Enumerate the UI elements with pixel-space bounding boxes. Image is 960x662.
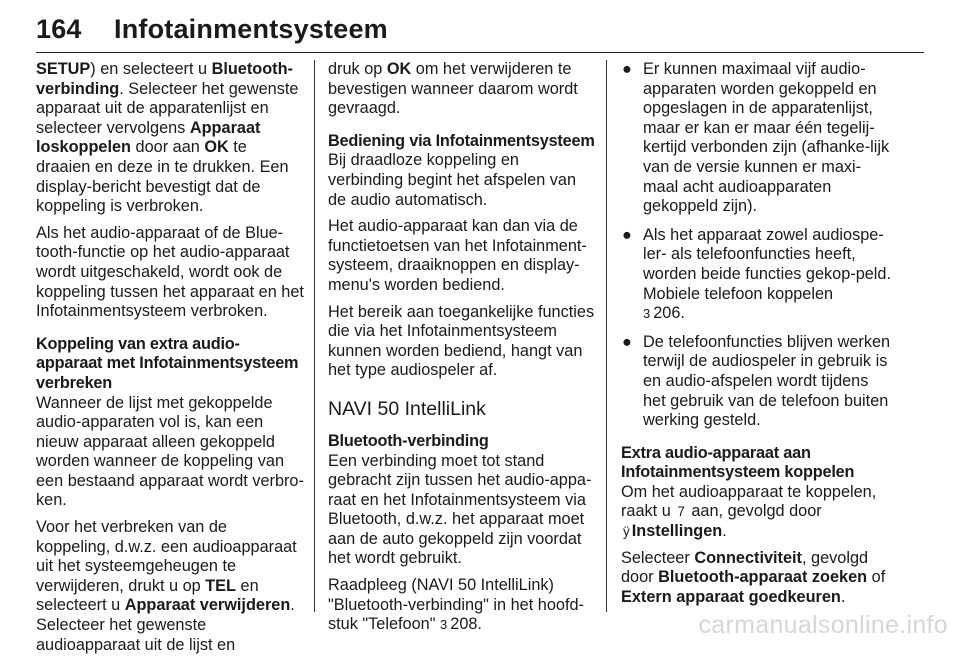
subheading: Extra audio-apparaat aan Infotainmentsysteem koppelen [621,443,855,482]
page-number: 164 [36,14,82,44]
subheading: Bediening via Infotainmentsysteem [328,131,595,150]
text-run: , gevolgd door [621,548,869,587]
paragraph [621,549,891,608]
text-run: Selecteer [621,548,695,567]
page-title: Infotainmentsysteem [114,14,388,44]
bold-term: SETUP [36,60,91,78]
bold-term: TEL [205,576,236,595]
text-run: om het verwijderen te bevestigen wanneer daarom wordt gevraagd. [328,60,578,118]
page-reference: 206. [653,304,685,323]
watermark: carmanualsonline.info [698,611,948,639]
text-run: door aan [131,138,205,157]
text-run: . [840,587,846,606]
bullet-text: De telefoonfuncties blijven werken terwijl de audiospeler in gebruik is en audio-afspelen wordt tijdens het gebruik van de telefoon buiten werking gesteld. [643,332,891,430]
bullet-item [621,60,891,217]
bullet-icon: ● [622,332,632,351]
bold-term: Apparaat loskoppelen [36,118,261,157]
page-reference-arrow-icon: 3 [440,617,448,633]
text-run: ) en selecteert u [90,60,212,78]
bold-term: OK [386,60,412,78]
bullet-icon: ● [622,60,632,78]
subheading: Bluetooth-verbinding [328,431,489,450]
bold-term: Apparaat verwijderen [124,596,291,615]
paragraph [36,60,304,217]
paragraph-text: Raadpleeg (NAVI 50 IntelliLink) "Bluetooth-verbinding" in het hoofd-stuk "Telefoon" [328,576,584,634]
settings-label: Instellingen [631,522,723,541]
page-reference-arrow-icon: 3 [643,306,651,322]
paragraph: Wanneer de lijst met gekoppelde audio-apparaten vol is, kan een nieuw apparaat alleen gekoppeld worden wanneer de koppeling van een bestaand apparaat wordt verbro-ken. [36,393,304,510]
text-run: te draaien en deze in te drukken. Een display-bericht bevestigt dat de koppeling is verbroken. [36,138,289,216]
bold-term: OK [204,138,229,157]
section-title: NAVI 50 IntelliLink [328,397,486,420]
paragraph: Het audio-apparaat kan dan via de functietoetsen van het Infotainment-systeem, draaiknoppen en display-menu's worden bediend. [328,217,587,294]
text-run: druk op [328,60,387,78]
paragraph: Een verbinding moet tot stand gebracht zijn tussen het audio-appa-raat en het Infotainmentsysteem via Bluetooth, d.w.z. het apparaat moet aan de auto gekoppeld zijn voordat het wordt gebruikt. [328,451,592,568]
bullet-item [621,226,891,324]
paragraph [36,518,304,655]
text-run: Voor het verbreken van de koppeling, d.w.z. een audioapparaat uit het systeemgeheugen te verwijderen, drukt u op [36,518,297,595]
text-run: . Selecteer het gewenste apparaat uit de apparatenlijst en selecteer vervolgens [36,79,299,137]
paragraph-text: aan, gevolgd door [691,502,822,521]
column-divider-2 [606,60,607,612]
text-run: of [867,568,886,587]
text-run: en selecteert u [36,576,259,615]
paragraph-text: . [722,522,727,541]
home-icon: 7 [677,504,685,520]
column-divider-1 [314,60,315,612]
settings-gear-icon: ÿ [623,524,630,540]
paragraph: Als het audio-apparaat of de Blue-tooth-functie op het audio-apparaat wordt uitgeschakeld, wordt ook de koppeling tussen het apparaat en het Infotainmentsysteem verbroken. [36,223,304,321]
paragraph [328,60,596,119]
bold-term: Bluetooth-verbinding [36,60,293,98]
bold-term: Extern apparaat goedkeuren [621,587,841,606]
bullet-text: Er kunnen maximaal vijf audio-apparaten worden gekoppeld en opgeslagen in de apparatenlijst, maar er kan er maar één tegelij-kertijd verbonden zijn (afhanke-lijk van de versie kunnen er maxi-maal acht audioapparaten gekoppeld zijn). [643,60,890,216]
bold-term: Connectiviteit [694,548,802,567]
bold-term: Bluetooth-apparaat zoeken [658,568,868,587]
paragraph [328,576,596,635]
page-reference: 208. [450,615,482,634]
page-header [36,8,924,53]
paragraph: Bij draadloze koppeling en verbinding begint het afspelen van de audio automatisch. [328,151,577,209]
bullet-item [621,333,891,431]
paragraph: Het bereik aan toegankelijke functies die via het Infotainmentsysteem kunnen worden bediend, hangt van het type audiospeler af. [328,302,595,380]
column-1 [36,60,304,662]
bullet-text: Als het apparaat zowel audiospe-ler- als telefoonfuncties heeft, worden beide functies gekop-peld. Mobiele telefoon koppelen [643,225,892,303]
paragraph [621,483,891,542]
paragraph-text: Om het audioapparaat te koppelen, raakt u [621,482,877,521]
column-2 [328,60,596,642]
text-run: . Selecteer het gewenste audioapparaat uit de lijst en [36,596,295,654]
column-3 [621,60,891,614]
bullet-icon: ● [622,225,632,244]
subheading: Koppeling van extra audio-apparaat met Infotainmentsysteem verbreken [36,334,299,392]
